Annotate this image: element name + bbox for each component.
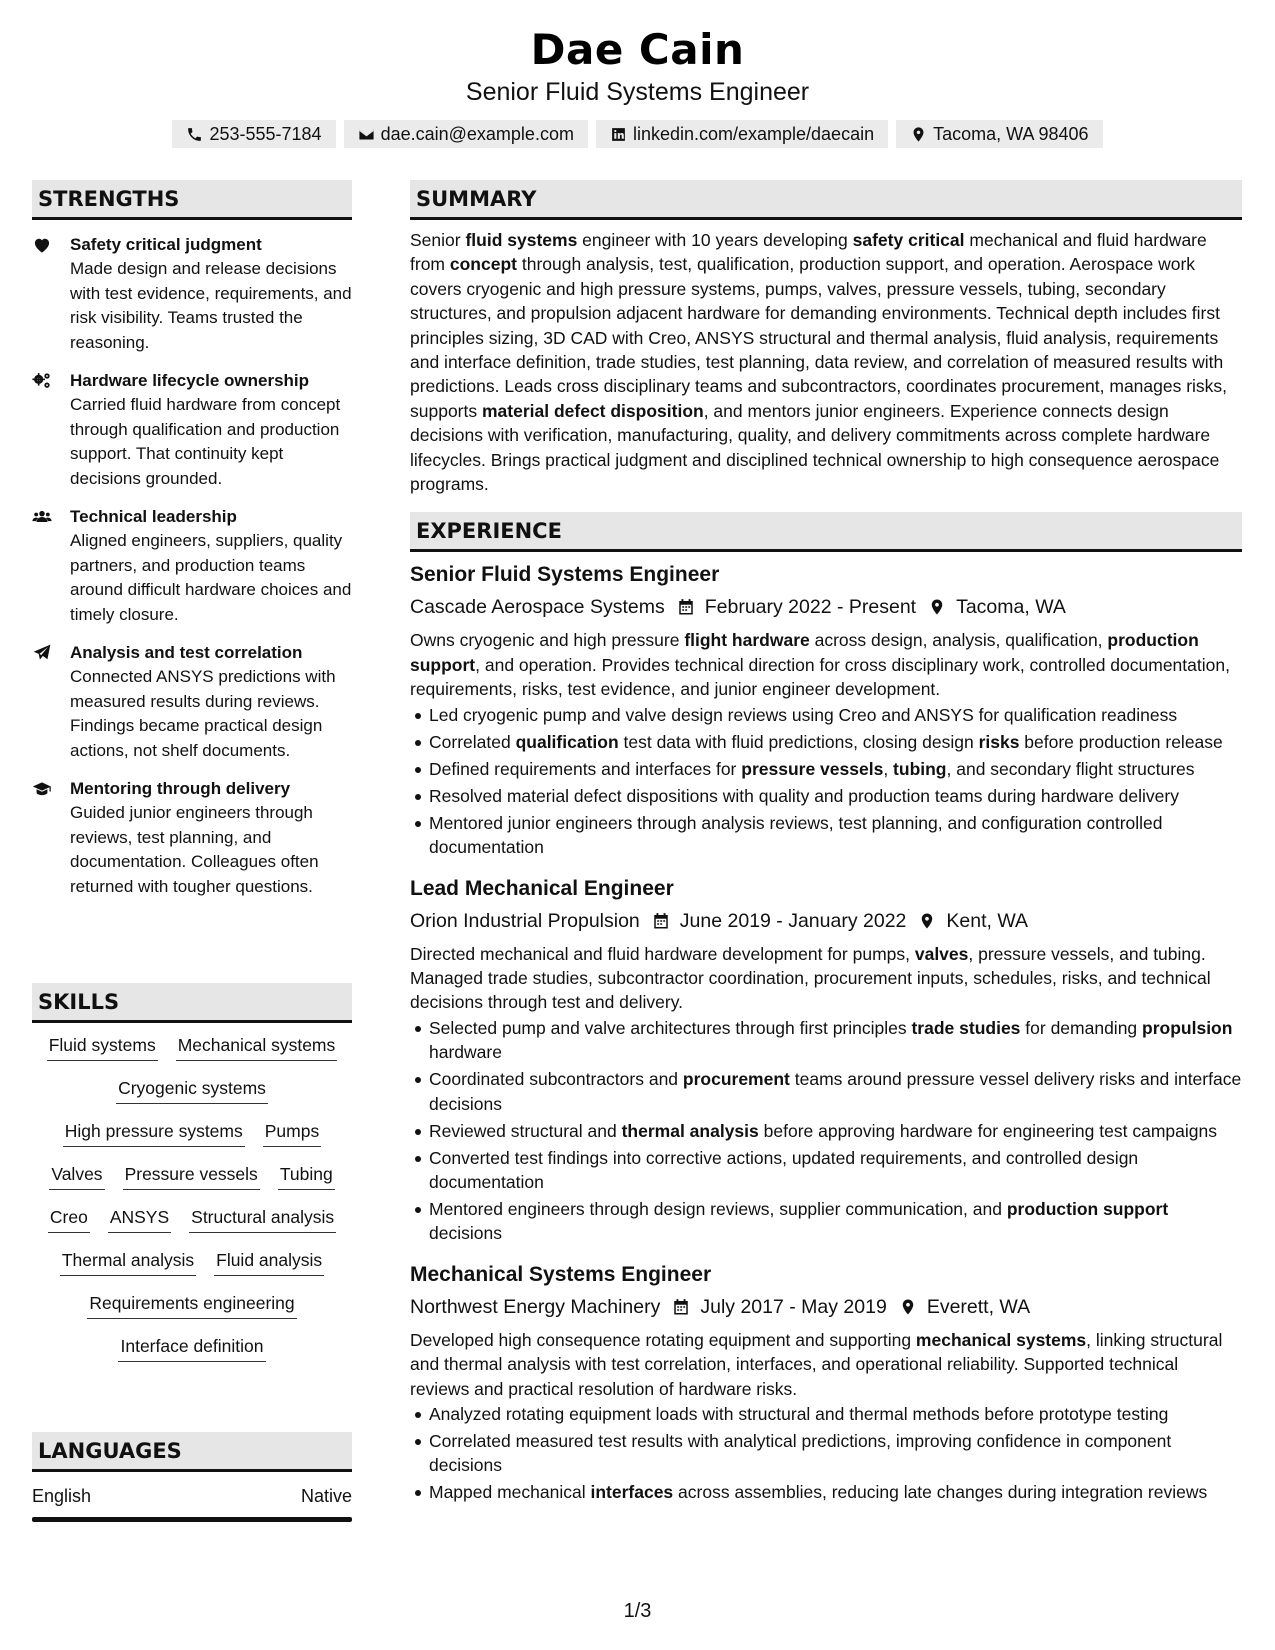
job-bullet <box>410 1146 1242 1195</box>
text-run: Defined requirements and interfaces for <box>429 758 742 779</box>
text-run: Directed mechanical and fluid hardware development for pumps, <box>410 943 915 964</box>
skill-tag: Structural analysis <box>189 1205 336 1233</box>
text-run: , and mentors junior engineers. Experience connects design decisions with verification, manufacturing, quality, and delivery commitments across complete hardware lifecycles. Brings practical judgment and disciplined technical ownership to high consequence aerospace programs. <box>410 400 1220 495</box>
contact-location <box>896 120 1102 148</box>
bold-keyword: valves <box>914 943 969 964</box>
skill-tag: Valves <box>49 1162 104 1190</box>
job-meta <box>410 1292 1242 1322</box>
skill-tag: Fluid systems <box>47 1033 158 1061</box>
location-pin-icon <box>910 126 927 143</box>
text-run: test data with fluid predictions, closing design <box>618 731 979 752</box>
job-title: Mechanical Systems Engineer <box>410 1262 712 1286</box>
strength-item <box>32 776 352 899</box>
text-run: Mentored junior engineers through analysis reviews, test planning, and configuration controlled documentation <box>429 812 1163 858</box>
language-name: English <box>32 1486 92 1506</box>
skill-tag: Cryogenic systems <box>116 1076 268 1104</box>
text-run: Selected pump and valve architectures through first principles <box>429 1017 912 1038</box>
skill-tag: Interface definition <box>118 1334 265 1362</box>
strength-title: Technical leadership <box>70 507 237 526</box>
skill-tag: Requirements engineering <box>87 1291 296 1319</box>
skill-tag: High pressure systems <box>63 1119 245 1147</box>
text-run: Mapped mechanical <box>429 1482 591 1503</box>
bold-keyword: thermal analysis <box>621 1120 759 1141</box>
job-dates: June 2019 - January 2022 <box>679 909 907 932</box>
skill-tag: ANSYS <box>108 1205 171 1233</box>
text-run: Correlated measured test results with analytical predictions, improving confidence in component decisions <box>429 1430 1172 1476</box>
location-pin-icon <box>928 598 946 616</box>
job-bullet <box>410 703 1242 727</box>
job-title: Lead Mechanical Engineer <box>410 876 674 900</box>
strength-text: Carried fluid hardware from concept through qualification and production support. That continuity kept decisions grounded. <box>70 395 341 488</box>
resume-header <box>0 24 1275 148</box>
skills-list <box>32 1033 352 1362</box>
summary-heading: SUMMARY <box>410 180 1242 220</box>
skill-tag: Mechanical systems <box>176 1033 338 1061</box>
job-company: Cascade Aerospace Systems <box>410 596 665 619</box>
heart-icon <box>32 235 52 255</box>
job-bullet <box>410 1016 1242 1065</box>
text-run: for demanding <box>1020 1017 1143 1038</box>
text-run: Coordinated subcontractors and <box>429 1069 683 1090</box>
text-run: , and secondary flight structures <box>946 758 1195 779</box>
job-bullets <box>410 1016 1242 1246</box>
job-location: Tacoma, WA <box>956 596 1066 619</box>
job-description <box>410 1328 1242 1401</box>
bold-keyword: tubing <box>893 758 947 779</box>
users-icon <box>32 507 52 527</box>
text-run: , pressure vessels, and tubing. Managed trade studies, subcontractor coordination, procurement inputs, schedules, risks, and technical decisions through test and delivery. <box>410 943 1211 1013</box>
calendar-icon <box>652 912 670 930</box>
language-level: Native <box>300 1486 352 1506</box>
contact-email[interactable] <box>344 120 588 148</box>
page-number: 1/3 <box>623 1600 652 1622</box>
bold-keyword: procurement <box>682 1069 790 1090</box>
text-run: mechanical and fluid hardware from <box>410 230 1207 275</box>
job-bullet <box>410 730 1242 754</box>
text-run: before approving hardware for engineering test campaigns <box>758 1120 1217 1141</box>
strengths-list <box>32 232 352 899</box>
bold-keyword: concept <box>449 254 517 275</box>
language-row <box>32 1484 352 1508</box>
text-run: hardware <box>429 1042 502 1063</box>
strength-text: Aligned engineers, suppliers, quality partners, and production teams around difficult hardware choices and timely closure. <box>70 531 352 624</box>
text-run: , linking structural and thermal analysis with test correlation, interfaces, and operational reliability. Supported technical reviews and practical resolution of hardware risks. <box>410 1329 1223 1399</box>
job-bullets <box>410 1402 1242 1505</box>
text-run: Mentored engineers through design reviews, supplier communication, and <box>429 1198 1007 1219</box>
job-bullet <box>410 811 1242 860</box>
text-run: Senior <box>410 230 466 250</box>
contact-linkedin[interactable] <box>596 120 888 148</box>
skill-tag: Pressure vessels <box>123 1162 260 1190</box>
text-run: Resolved material defect dispositions with quality and production teams during hardware delivery <box>429 785 1179 806</box>
job-entry <box>410 560 1242 859</box>
bold-keyword: pressure vessels <box>741 758 884 779</box>
bold-keyword: propulsion <box>1142 1017 1233 1038</box>
text-run: across assemblies, reducing late changes during integration reviews <box>673 1482 1208 1503</box>
job-entry <box>410 1260 1242 1505</box>
skills-section <box>32 983 352 1362</box>
job-bullet <box>410 1429 1242 1478</box>
bold-keyword: material defect disposition <box>481 400 704 421</box>
strength-title: Hardware lifecycle ownership <box>70 371 310 390</box>
job-company: Orion Industrial Propulsion <box>410 909 640 932</box>
skill-tag: Thermal analysis <box>60 1248 196 1276</box>
skill-tag: Tubing <box>278 1162 335 1190</box>
job-bullet <box>410 784 1242 808</box>
language-proficiency-bar <box>32 1517 352 1522</box>
strength-item <box>32 504 352 627</box>
bold-keyword: risks <box>978 731 1020 752</box>
job-bullet <box>410 1197 1242 1246</box>
job-bullet <box>410 1402 1242 1426</box>
left-column <box>32 180 352 912</box>
job-description <box>410 942 1242 1015</box>
job-location: Everett, WA <box>926 1295 1031 1318</box>
text-run: Correlated <box>429 731 516 752</box>
text-run: , <box>883 758 894 779</box>
languages-section <box>32 1432 352 1522</box>
bold-keyword: interfaces <box>590 1482 674 1503</box>
job-description <box>410 628 1242 701</box>
location-pin-icon <box>899 1298 917 1316</box>
text-run: Analyzed rotating equipment loads with structural and thermal methods before prototype testing <box>429 1403 1169 1424</box>
text-run: decisions <box>429 1223 502 1244</box>
job-bullet <box>410 1067 1242 1116</box>
envelope-icon <box>358 126 375 143</box>
text-run: before production release <box>1019 731 1223 752</box>
candidate-title: Senior Fluid Systems Engineer <box>465 78 810 106</box>
bold-keyword: production support <box>410 630 1199 675</box>
contact-bar <box>0 120 1275 148</box>
job-dates: February 2022 - Present <box>704 596 917 619</box>
summary-text <box>410 228 1242 496</box>
contact-linkedin-text: linkedin.com/example/daecain <box>632 124 875 144</box>
graduation-cap-icon <box>32 779 52 799</box>
bold-keyword: safety critical <box>852 230 965 250</box>
candidate-name: Dae Cain <box>530 25 745 74</box>
skill-tag: Fluid analysis <box>214 1248 324 1276</box>
job-entry <box>410 874 1242 1246</box>
phone-icon <box>186 126 203 143</box>
strength-text: Connected ANSYS predictions with measured results during reviews. Findings became practical design actions, not shelf documents. <box>70 667 336 760</box>
right-column <box>410 180 1242 1507</box>
languages-heading: LANGUAGES <box>32 1432 352 1472</box>
text-run: Reviewed structural and <box>429 1120 622 1141</box>
contact-phone-text: 253-555-7184 <box>209 124 322 144</box>
location-pin-icon <box>918 912 936 930</box>
contact-location-text: Tacoma, WA 98406 <box>933 124 1089 144</box>
strengths-heading: STRENGTHS <box>32 180 352 220</box>
strength-text: Guided junior engineers through reviews, test planning, and documentation. Colleagues often returned with tougher questions. <box>70 803 319 896</box>
bold-keyword: mechanical systems <box>915 1329 1087 1350</box>
gears-icon <box>32 371 52 391</box>
contact-phone[interactable] <box>172 120 335 148</box>
calendar-icon <box>677 598 695 616</box>
job-bullet <box>410 1480 1242 1504</box>
job-dates: July 2017 - May 2019 <box>700 1295 887 1318</box>
text-run: across design, analysis, qualification, <box>809 630 1108 651</box>
job-bullet <box>410 1119 1242 1143</box>
contact-email-text: dae.cain@example.com <box>380 124 574 144</box>
strength-item <box>32 232 352 355</box>
job-meta <box>410 906 1242 936</box>
text-run: through analysis, test, qualification, production support, and operation. Aerospace work covers cryogenic and high pressure systems, pumps, valves, pressure vessels, tubing, secondary structures, and propulsion adjacent hardware for demanding environments. Technical depth includes first principles sizing, 3D CAD with Creo, ANSYS structural and thermal analysis, fluid analysis, requirements and interface definition, trade studies, test planning, data review, and correlation of measured results with predictions. Leads cross disciplinary teams and subcontractors, coordinates procurement, manages risks, supports <box>410 254 1228 421</box>
bold-keyword: production support <box>1006 1198 1169 1219</box>
skill-tag: Pumps <box>263 1119 321 1147</box>
skills-heading: SKILLS <box>32 983 352 1023</box>
strength-text: Made design and release decisions with test evidence, requirements, and risk visibility. Teams trusted the reasoning. <box>70 259 352 352</box>
text-run: Led cryogenic pump and valve design reviews using Creo and ANSYS for qualification readiness <box>429 704 1178 725</box>
text-run: Owns cryogenic and high pressure <box>410 630 685 651</box>
experience-heading: EXPERIENCE <box>410 512 1242 552</box>
strength-title: Safety critical judgment <box>70 235 262 254</box>
bold-keyword: qualification <box>515 731 619 752</box>
strength-item <box>32 640 352 763</box>
text-run: engineer with 10 years developing <box>577 230 853 250</box>
strength-title: Mentoring through delivery <box>70 779 291 798</box>
job-company: Northwest Energy Machinery <box>410 1295 661 1318</box>
job-meta <box>410 592 1242 622</box>
text-run: Converted test findings into corrective actions, updated requirements, and controlled design documentation <box>429 1147 1139 1192</box>
linkedin-icon <box>610 126 627 143</box>
strength-title: Analysis and test correlation <box>70 643 303 662</box>
bold-keyword: fluid systems <box>465 230 578 250</box>
job-location: Kent, WA <box>946 909 1029 932</box>
text-run: teams around pressure vessel delivery risks and interface decisions <box>429 1069 1242 1114</box>
text-run: Developed high consequence rotating equipment and supporting <box>410 1329 916 1350</box>
job-bullets <box>410 703 1242 860</box>
strength-item <box>32 368 352 491</box>
text-run: , and operation. Provides technical direction for cross disciplinary work, controlled documentation, requirements, risks, test evidence, and junior engineer development. <box>410 654 1230 700</box>
bold-keyword: trade studies <box>911 1017 1021 1038</box>
job-title: Senior Fluid Systems Engineer <box>410 563 720 587</box>
skill-tag: Creo <box>48 1205 90 1233</box>
calendar-icon <box>672 1298 690 1316</box>
bold-keyword: flight hardware <box>684 630 810 651</box>
paper-plane-icon <box>32 643 52 663</box>
job-bullet <box>410 757 1242 781</box>
